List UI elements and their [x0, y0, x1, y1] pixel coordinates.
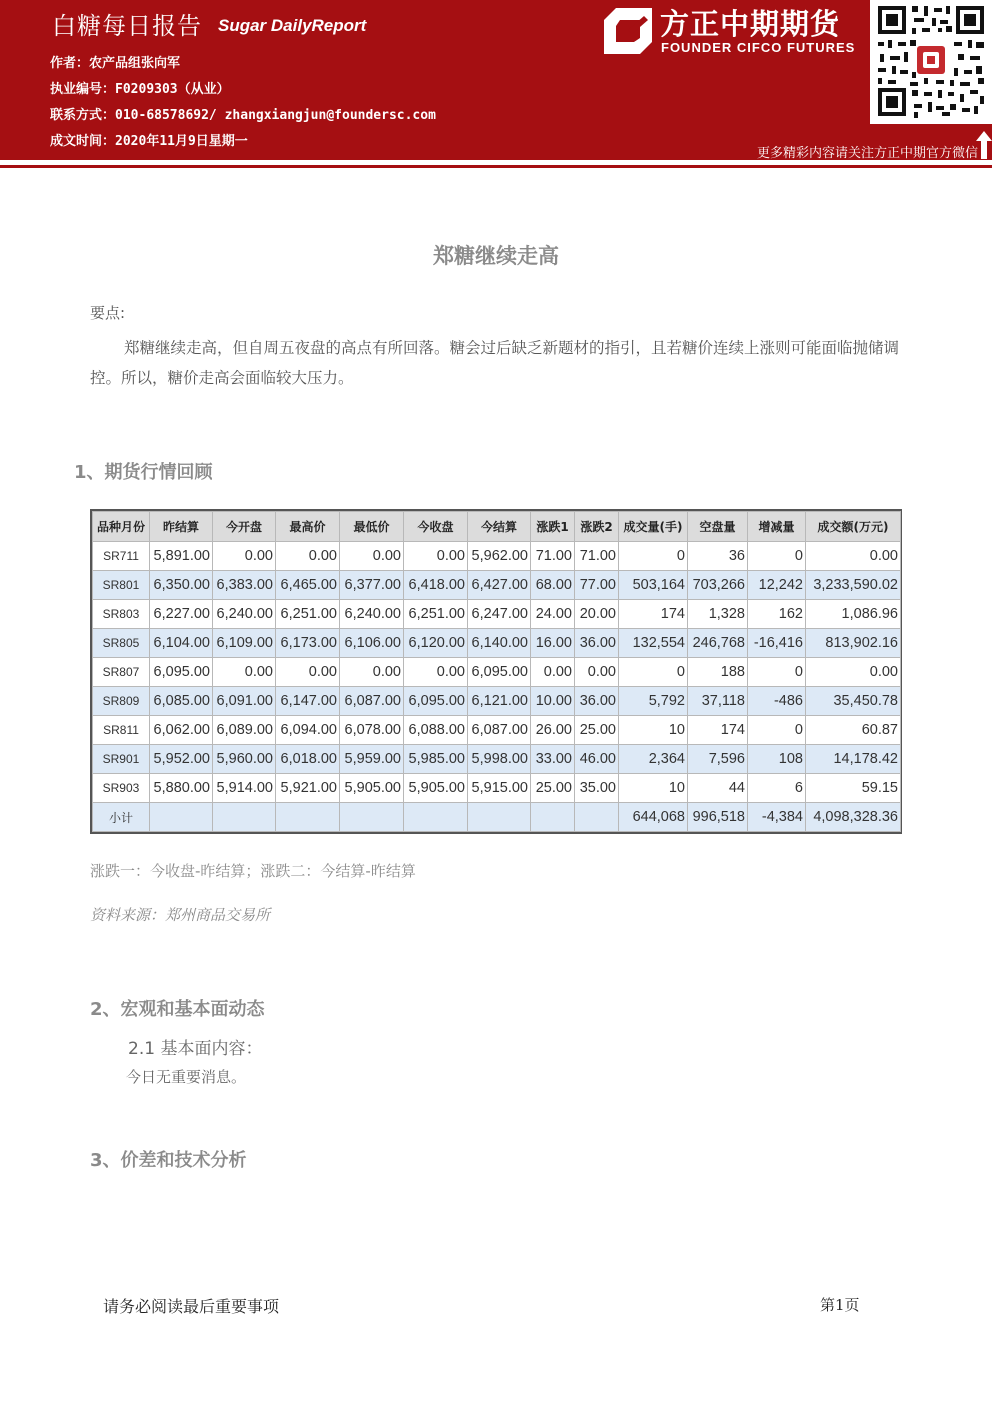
table-cell: 0.00: [340, 658, 404, 687]
table-cell: 6,095.00: [468, 658, 531, 687]
subtotal-cell: -4,384: [748, 803, 806, 832]
subtotal-cell: [150, 803, 213, 832]
table-cell: 71.00: [575, 542, 619, 571]
table-cell: 6,109.00: [213, 629, 276, 658]
subtotal-cell: [340, 803, 404, 832]
table-cell: 5,915.00: [468, 774, 531, 803]
table-cell: 5,998.00: [468, 745, 531, 774]
subtotal-label: 小计: [93, 803, 150, 832]
section-1-heading: 1、期货行情回顾: [74, 462, 213, 483]
license-line: [50, 78, 230, 97]
table-cell: 0.00: [806, 658, 901, 687]
table-cell: 0: [619, 658, 688, 687]
arrow-up-icon: [976, 131, 992, 159]
table-cell: 6,104.00: [150, 629, 213, 658]
table-cell: 0: [748, 542, 806, 571]
license-number: F0209303（从业）: [115, 82, 230, 97]
date-line: [50, 130, 248, 149]
table-cell: 6,087.00: [340, 687, 404, 716]
data-source: 资料来源：郑州商品交易所: [90, 906, 271, 924]
table-cell: 0: [748, 658, 806, 687]
document-title: 郑糖继续走高: [433, 244, 559, 268]
column-header: 昨结算: [150, 512, 213, 542]
table-cell: 6,140.00: [468, 629, 531, 658]
table-cell: 6,120.00: [404, 629, 468, 658]
section-2-1-text: 今日无重要消息。: [126, 1068, 247, 1086]
table-cell: 71.00: [531, 542, 575, 571]
table-row: [93, 571, 901, 600]
table-cell: 0.00: [531, 658, 575, 687]
table-cell: 6: [748, 774, 806, 803]
license-label: 执业编号：: [50, 82, 116, 97]
table-cell: 5,905.00: [404, 774, 468, 803]
table-cell: 16.00: [531, 629, 575, 658]
table-cell: 6,094.00: [276, 716, 340, 745]
table-note: 涨跌一：今收盘-昨结算；涨跌二：今结算-昨结算: [90, 862, 416, 880]
table-cell: 68.00: [531, 571, 575, 600]
table-cell: 5,792: [619, 687, 688, 716]
table-row: [93, 687, 901, 716]
table-cell: 36: [688, 542, 748, 571]
table-cell: 188: [688, 658, 748, 687]
founder-logo-icon: [604, 8, 652, 54]
table-cell: 174: [688, 716, 748, 745]
table-row: [93, 629, 901, 658]
subtotal-cell: 996,518: [688, 803, 748, 832]
table-cell: 6,227.00: [150, 600, 213, 629]
table-cell: -486: [748, 687, 806, 716]
table-cell: 132,554: [619, 629, 688, 658]
table-cell: 6,383.00: [213, 571, 276, 600]
table-cell: 0.00: [213, 658, 276, 687]
column-header: 涨跌1: [531, 512, 575, 542]
subtotal-row: [93, 803, 901, 832]
table-cell: 3,233,590.02: [806, 571, 901, 600]
table-cell: 5,962.00: [468, 542, 531, 571]
table-cell: 37,118: [688, 687, 748, 716]
column-header: 涨跌2: [575, 512, 619, 542]
header-divider: [0, 165, 992, 168]
contract-code-cell: SR809: [93, 687, 150, 716]
table-cell: 60.87: [806, 716, 901, 745]
table-row: [93, 658, 901, 687]
follow-wechat-text: 更多精彩内容请关注方正中期官方微信: [756, 146, 978, 161]
table-cell: 46.00: [575, 745, 619, 774]
table-cell: 6,418.00: [404, 571, 468, 600]
table-cell: 12,242: [748, 571, 806, 600]
report-title-cn: 白糖每日报告: [52, 12, 202, 40]
table-cell: 503,164: [619, 571, 688, 600]
table-cell: 6,095.00: [150, 658, 213, 687]
contract-code-cell: SR805: [93, 629, 150, 658]
table-cell: 0.00: [276, 658, 340, 687]
table-cell: 2,364: [619, 745, 688, 774]
table-cell: 6,251.00: [276, 600, 340, 629]
column-header: 今结算: [468, 512, 531, 542]
subtotal-cell: [213, 803, 276, 832]
table-cell: 14,178.42: [806, 745, 901, 774]
column-header: 今收盘: [404, 512, 468, 542]
column-header: 最高价: [276, 512, 340, 542]
table-cell: 25.00: [575, 716, 619, 745]
column-header: 增减量: [748, 512, 806, 542]
table-row: [93, 542, 901, 571]
company-logo-cn: 方正中期期货: [660, 7, 841, 41]
table-cell: 33.00: [531, 745, 575, 774]
table-cell: 59.15: [806, 774, 901, 803]
table-cell: 6,106.00: [340, 629, 404, 658]
table-cell: 0.00: [213, 542, 276, 571]
table-cell: 6,121.00: [468, 687, 531, 716]
report-date: 2020年11月9日星期一: [115, 134, 248, 149]
table-cell: 36.00: [575, 687, 619, 716]
table-cell: 0.00: [404, 542, 468, 571]
table-cell: 44: [688, 774, 748, 803]
table-cell: 5,959.00: [340, 745, 404, 774]
column-header: 品种月份: [93, 512, 150, 542]
table-cell: 0: [748, 716, 806, 745]
column-header: 空盘量: [688, 512, 748, 542]
table-cell: 174: [619, 600, 688, 629]
table-cell: 0.00: [340, 542, 404, 571]
table-cell: 26.00: [531, 716, 575, 745]
table-cell: 10: [619, 774, 688, 803]
keypoints-label: 要点:: [90, 304, 126, 322]
table-row: [93, 774, 901, 803]
table-cell: 5,891.00: [150, 542, 213, 571]
table-cell: 5,905.00: [340, 774, 404, 803]
table-row: [93, 600, 901, 629]
column-header: 成交额(万元): [806, 512, 901, 542]
contract-code-cell: SR711: [93, 542, 150, 571]
company-logo-en: FOUNDER CIFCO FUTURES: [661, 40, 856, 55]
table-cell: 5,952.00: [150, 745, 213, 774]
table-cell: 6,147.00: [276, 687, 340, 716]
table-cell: 0.00: [575, 658, 619, 687]
table-cell: 35.00: [575, 774, 619, 803]
contract-code-cell: SR901: [93, 745, 150, 774]
table-cell: 5,880.00: [150, 774, 213, 803]
contract-code-cell: SR807: [93, 658, 150, 687]
table-cell: 6,095.00: [404, 687, 468, 716]
author-line: [50, 52, 180, 71]
section-2-heading: 2、宏观和基本面动态: [90, 999, 265, 1020]
table-cell: 703,266: [688, 571, 748, 600]
contract-code-cell: SR811: [93, 716, 150, 745]
table-cell: 10: [619, 716, 688, 745]
contract-code-cell: SR803: [93, 600, 150, 629]
table-cell: 0.00: [404, 658, 468, 687]
table-cell: 6,089.00: [213, 716, 276, 745]
table-cell: 162: [748, 600, 806, 629]
table-cell: 6,087.00: [468, 716, 531, 745]
section-3-heading: 3、价差和技术分析: [90, 1150, 247, 1171]
table-cell: 20.00: [575, 600, 619, 629]
subtotal-cell: [468, 803, 531, 832]
table-cell: 5,960.00: [213, 745, 276, 774]
table-cell: 36.00: [575, 629, 619, 658]
table-cell: -16,416: [748, 629, 806, 658]
subtotal-cell: [531, 803, 575, 832]
table-cell: 1,328: [688, 600, 748, 629]
table-cell: 6,251.00: [404, 600, 468, 629]
table-cell: 6,465.00: [276, 571, 340, 600]
table-cell: 35,450.78: [806, 687, 901, 716]
column-header: 成交量(手): [619, 512, 688, 542]
table-cell: 6,173.00: [276, 629, 340, 658]
table-cell: 6,088.00: [404, 716, 468, 745]
subtotal-cell: [575, 803, 619, 832]
table-cell: 246,768: [688, 629, 748, 658]
column-header: 今开盘: [213, 512, 276, 542]
subtotal-cell: [404, 803, 468, 832]
table-cell: 6,377.00: [340, 571, 404, 600]
table-cell: 6,350.00: [150, 571, 213, 600]
table-cell: 6,078.00: [340, 716, 404, 745]
contract-code-cell: SR801: [93, 571, 150, 600]
author-name: 农产品组张向军: [89, 56, 181, 71]
qr-code-icon[interactable]: [870, 0, 992, 124]
contract-code-cell: SR903: [93, 774, 150, 803]
page-number: 第1页: [820, 1296, 860, 1314]
contact-info: 010-68578692/ zhangxiangjun@foundersc.com: [115, 108, 436, 123]
table-cell: 5,985.00: [404, 745, 468, 774]
table-cell: 6,091.00: [213, 687, 276, 716]
column-header: 最低价: [340, 512, 404, 542]
table-cell: 6,427.00: [468, 571, 531, 600]
subtotal-cell: 644,068: [619, 803, 688, 832]
futures-quote-table: [90, 509, 902, 834]
table-cell: 10.00: [531, 687, 575, 716]
report-title-en: Sugar DailyReport: [218, 16, 367, 35]
table-cell: 6,018.00: [276, 745, 340, 774]
table-cell: 24.00: [531, 600, 575, 629]
author-label: 作者：: [50, 56, 90, 71]
section-2-1-heading: 2.1 基本面内容：: [128, 1039, 263, 1059]
table-cell: 0.00: [806, 542, 901, 571]
table-cell: 1,086.96: [806, 600, 901, 629]
table-cell: 108: [748, 745, 806, 774]
table-cell: 77.00: [575, 571, 619, 600]
table-header-row: [93, 512, 901, 542]
table-row: [93, 745, 901, 774]
subtotal-cell: 4,098,328.36: [806, 803, 901, 832]
subtotal-cell: [276, 803, 340, 832]
table-cell: 6,085.00: [150, 687, 213, 716]
report-header: [0, 0, 992, 160]
table-cell: 6,240.00: [340, 600, 404, 629]
keypoints-text: 郑糖继续走高，但自周五夜盘的高点有所回落。糖会过后缺乏新题材的指引，且若糖价连续上涨则可能面临抛储调控。所以，糖价走高会面临较大压力。: [90, 339, 900, 387]
table-cell: 6,247.00: [468, 600, 531, 629]
table-cell: 5,914.00: [213, 774, 276, 803]
table-cell: 0.00: [276, 542, 340, 571]
footer-notice: 请务必阅读最后重要事项: [103, 1297, 280, 1316]
contact-label: 联系方式：: [50, 108, 116, 123]
table-cell: 0: [619, 542, 688, 571]
table-cell: 7,596: [688, 745, 748, 774]
contact-line: [50, 104, 436, 123]
table-cell: 6,062.00: [150, 716, 213, 745]
table-cell: 5,921.00: [276, 774, 340, 803]
table-row: [93, 716, 901, 745]
date-label: 成文时间：: [50, 134, 116, 149]
table-cell: 25.00: [531, 774, 575, 803]
table-cell: 6,240.00: [213, 600, 276, 629]
table-cell: 813,902.16: [806, 629, 901, 658]
